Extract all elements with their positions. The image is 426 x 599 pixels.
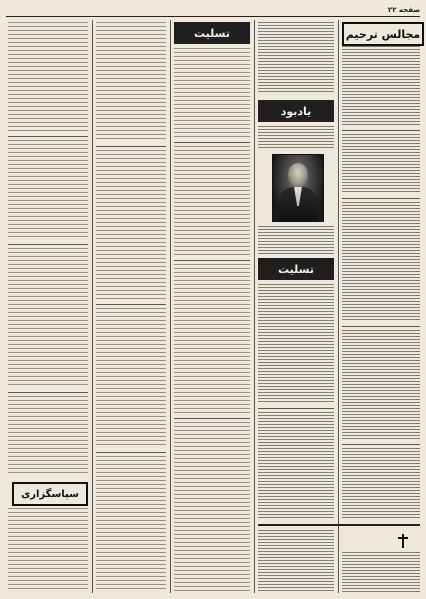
column-rule: [170, 20, 171, 593]
article-text: [8, 396, 88, 476]
article-text: [258, 126, 334, 148]
article-divider: [174, 418, 250, 419]
section-header-majles-tarhim: مجالس ترحیم: [342, 22, 424, 46]
column-rule: [92, 20, 93, 593]
article-text: [8, 248, 88, 388]
article-text: [8, 140, 88, 240]
article-divider: [174, 260, 250, 261]
article-text: [174, 264, 250, 414]
article-text: [96, 150, 166, 300]
article-text: [258, 22, 334, 94]
article-text: [174, 146, 250, 256]
article-text: [342, 448, 420, 520]
article-divider: [342, 326, 420, 327]
section-header-sepasgozari: سپاسگزاری: [12, 482, 88, 506]
section-header-tasliyat-2: تسلیت: [258, 258, 334, 280]
article-divider: [8, 392, 88, 393]
masthead: [6, 4, 420, 17]
article-divider: [96, 146, 166, 147]
article-text: [8, 508, 88, 592]
article-divider: [174, 142, 250, 143]
article-text: [342, 46, 420, 126]
article-divider: [96, 304, 166, 305]
section-header-yadbud: یادبود: [258, 100, 334, 122]
article-text: [174, 48, 250, 138]
article-divider: [342, 130, 420, 131]
article-text: [342, 202, 420, 322]
article-divider: [8, 244, 88, 245]
article-text: [258, 284, 334, 404]
article-text: [8, 22, 88, 132]
portrait-photo: [272, 154, 324, 222]
article-text: [258, 226, 334, 254]
article-text: [258, 412, 334, 520]
column-rule: [338, 20, 339, 593]
cross-icon: [398, 534, 408, 548]
article-text: [342, 134, 420, 194]
article-text: [258, 530, 334, 592]
article-divider: [258, 408, 334, 409]
article-text: [96, 456, 166, 592]
article-divider: [96, 452, 166, 453]
section-header-tasliyat-1: تسلیت: [174, 22, 250, 44]
column-rule: [254, 20, 255, 593]
article-divider: [342, 444, 420, 445]
article-text: [96, 308, 166, 448]
article-divider: [342, 198, 420, 199]
page-number: صفحه ۲۲: [387, 6, 420, 14]
article-divider: [8, 136, 88, 137]
article-text: [96, 22, 166, 142]
article-text: [174, 422, 250, 592]
article-text: [342, 552, 420, 592]
article-text: [342, 330, 420, 440]
article-divider: [258, 524, 420, 526]
